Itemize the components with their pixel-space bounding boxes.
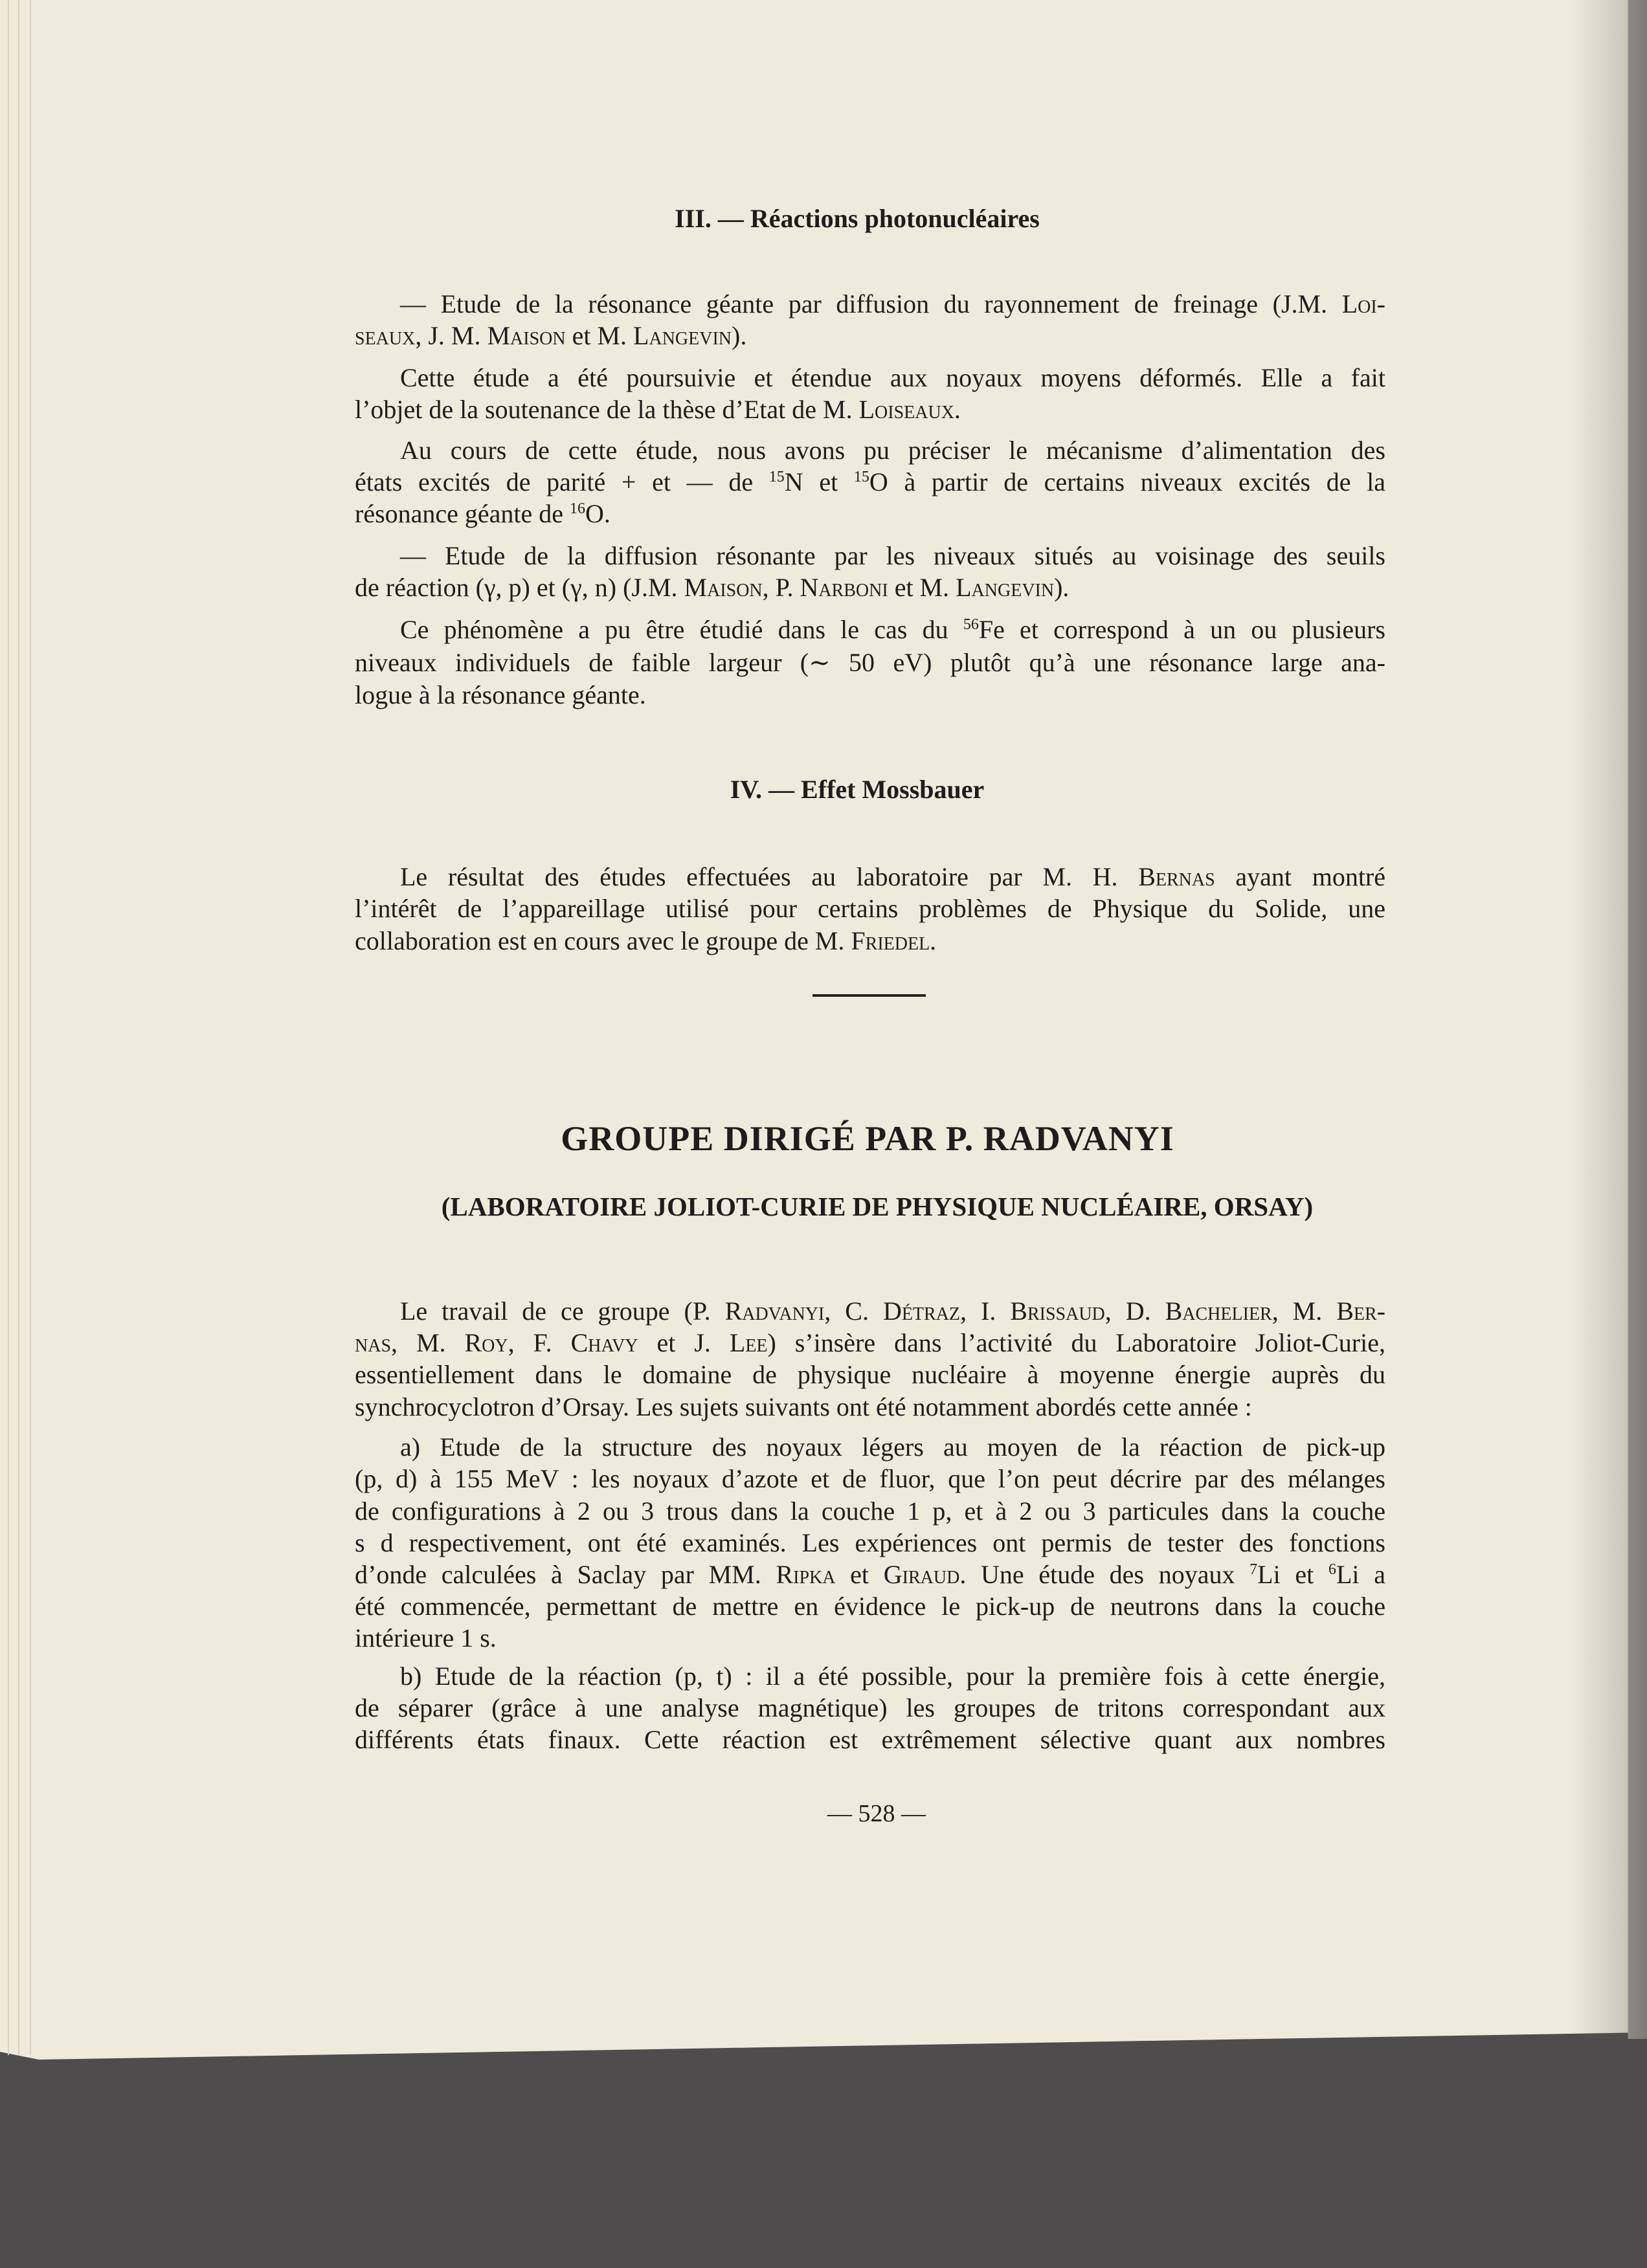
text-line — [355, 647, 1385, 678]
author-name: Détraz — [882, 1296, 961, 1326]
text-segment: Li a — [1336, 1560, 1386, 1589]
text-line — [355, 1623, 497, 1654]
page-edge — [18, 0, 19, 2055]
text-line — [355, 1693, 1385, 1724]
author-name: Langevin — [956, 573, 1055, 602]
text-segment: 56 — [963, 616, 979, 633]
text-segment: , P. — [762, 573, 800, 602]
author-name: Loiseaux — [858, 395, 954, 424]
text-line — [400, 1661, 1385, 1692]
text-segment: et M. — [888, 573, 956, 602]
author-name: Maison — [487, 321, 566, 350]
text-line — [355, 1528, 1385, 1559]
binding-shadow — [1569, 0, 1647, 2039]
text-segment: . Une étude des noyaux — [959, 1560, 1250, 1589]
author-name: Narboni — [800, 573, 888, 602]
text-segment: essentiellement dans le domaine de physique nucléaire à moyenne énergie auprès du — [355, 1360, 1385, 1389]
text-line — [355, 1724, 1385, 1755]
group-heading: GROUPE DIRIGÉ PAR P. RADVANYI — [561, 1119, 1174, 1158]
text-segment: intérieure 1 s. — [355, 1623, 497, 1652]
text-line — [355, 320, 746, 351]
author-name: seaux — [355, 321, 416, 350]
text-line — [355, 926, 936, 957]
author-name: Chavy — [570, 1328, 638, 1357]
text-segment: d’onde calculées à Saclay par MM. — [355, 1560, 776, 1589]
text-segment: 15 — [853, 469, 869, 485]
text-line — [355, 1591, 1385, 1622]
text-line — [400, 862, 1385, 893]
author-name: Langevin — [633, 321, 732, 350]
author-name: Radvanyi — [724, 1296, 825, 1326]
text-segment: — Etude de la diffusion résonante par les niveaux situés au voisinage des seuils — [400, 541, 1385, 570]
text-line — [355, 1359, 1385, 1390]
author-name: Loi- — [1341, 289, 1385, 318]
author-name: Ber- — [1336, 1296, 1385, 1326]
section-heading-mossbauer: IV. — Effet Mossbauer — [730, 775, 985, 804]
text-line — [355, 680, 646, 711]
text-segment: , F. — [508, 1328, 571, 1357]
text-line — [400, 540, 1385, 572]
lab-subheading: (LABORATOIRE JOLIOT-CURIE DE PHYSIQUE NUCLÉAIRE, ORSAY) — [441, 1192, 1314, 1221]
text-segment: ayant montré — [1215, 862, 1386, 891]
text-line — [355, 1559, 1385, 1590]
text-line — [400, 362, 1385, 394]
text-line — [400, 435, 1385, 466]
text-segment: l’objet de la soutenance de la thèse d’Etat de M. — [355, 395, 859, 424]
text-segment: (p, d) à 155 MeV : les noyaux d’azote et de fluor, que l’on peut décrire par des mélanges — [355, 1464, 1385, 1493]
text-segment: , J. M. — [415, 321, 487, 350]
author-name: Bernas — [1138, 862, 1215, 891]
text-segment: b) Etude de la réaction (p, t) : il a été possible, pour la première fois à cette énergie, — [400, 1662, 1385, 1691]
text-segment: 6 — [1328, 1561, 1336, 1578]
text-segment: et M. — [565, 321, 634, 350]
text-segment: résonance géante de — [355, 499, 570, 528]
page-edge — [30, 0, 31, 2055]
text-segment: états excités de parité + et — de — [355, 467, 769, 496]
text-segment: O à partir de certains niveaux excités de la — [869, 467, 1386, 496]
text-segment: logue à la résonance géante. — [355, 680, 646, 709]
text-segment: été commencée, permettant de mettre en évidence le pick-up de neutrons dans la couche — [355, 1592, 1385, 1621]
text-segment: et — [835, 1560, 884, 1589]
text-segment: de configurations à 2 ou 3 trous dans la couche 1 p, et à 2 ou 3 particules dans la couche — [355, 1496, 1385, 1526]
text-segment: N et — [784, 467, 854, 496]
text-segment: , D. — [1104, 1296, 1165, 1326]
text-segment: l’intérêt de l’appareillage utilisé pour certains problèmes de Physique du Solide, une — [355, 894, 1385, 923]
author-name: Lee — [729, 1328, 768, 1357]
author-name: Roy — [464, 1328, 508, 1357]
text-segment: de réaction (γ, p) et (γ, n) (J.M. — [355, 573, 684, 602]
text-line — [355, 893, 1385, 924]
text-segment: O. — [585, 499, 611, 528]
text-line — [355, 394, 961, 425]
section-heading-photonuclear: III. — Réactions photonucléaires — [675, 204, 1040, 233]
text-segment: Au cours de cette étude, nous avons pu préciser le mécanisme d’alimentation des — [400, 436, 1385, 465]
page-number: — 528 — — [827, 1800, 926, 1827]
text-line — [355, 498, 611, 529]
author-name: Bachelier — [1165, 1296, 1272, 1326]
text-segment: — Etude de la résonance géante par diffusion du rayonnement de freinage (J.M. — [400, 289, 1342, 318]
text-segment: , C. — [824, 1296, 883, 1326]
text-segment: niveaux individuels de faible largeur (∼ 50 eV) plutôt qu’à une résonance large ana- — [355, 648, 1385, 677]
text-segment: , I. — [960, 1296, 1011, 1326]
author-name: Giraud — [883, 1560, 960, 1589]
text-segment: Le résultat des études effectuées au laboratoire par M. H. — [400, 862, 1139, 891]
author-name: Maison — [684, 573, 763, 602]
text-segment: et J. — [638, 1328, 730, 1357]
text-line — [400, 614, 1385, 645]
text-line — [355, 1328, 1385, 1359]
text-line — [355, 467, 1385, 498]
page-edge — [8, 0, 9, 2055]
text-segment: Le travail de ce groupe (P. — [400, 1296, 725, 1326]
author-name: Ripka — [776, 1560, 836, 1589]
text-line — [400, 289, 1385, 320]
text-line — [400, 1296, 1385, 1327]
text-segment: ). — [732, 321, 747, 350]
author-name: nas — [355, 1328, 392, 1357]
text-segment: , M. — [391, 1328, 465, 1357]
text-line — [355, 1392, 1252, 1423]
text-segment: ) s’insère dans l’activité du Laboratoire Joliot-Curie, — [767, 1328, 1385, 1357]
text-line — [355, 1463, 1385, 1495]
text-segment: , M. — [1272, 1296, 1337, 1326]
text-segment: différents états finaux. Cette réaction est extrêmement sélective quant aux nombres — [355, 1725, 1385, 1754]
section-divider — [812, 994, 926, 997]
text-segment: a) Etude de la structure des noyaux légers au moyen de la réaction de pick-up — [400, 1432, 1385, 1462]
text-segment: 15 — [768, 469, 785, 485]
text-segment: 7 — [1249, 1561, 1258, 1578]
text-segment: Fe et correspond à un ou plusieurs — [978, 615, 1385, 644]
text-segment: s d respectivement, ont été examinés. Les expériences ont permis de tester des fonctions — [355, 1528, 1385, 1557]
text-segment: Li et — [1257, 1560, 1328, 1589]
text-segment: de séparer (grâce à une analyse magnétique) les groupes de tritons correspondant aux — [355, 1693, 1385, 1722]
text-segment: ). — [1054, 573, 1070, 602]
text-line — [355, 572, 1069, 603]
text-segment: . — [930, 926, 937, 955]
text-segment: collaboration est en cours avec le groupe de M. — [355, 926, 851, 955]
text-segment: 16 — [570, 500, 586, 517]
author-name: Friedel — [851, 926, 930, 955]
author-name: Brissaud — [1010, 1296, 1105, 1326]
text-segment: . — [954, 395, 961, 424]
text-line — [355, 1496, 1385, 1527]
text-segment: Ce phénomène a pu être étudié dans le cas du — [400, 615, 963, 644]
text-line — [400, 1432, 1385, 1463]
text-segment: synchrocyclotron d’Orsay. Les sujets suivants ont été notamment abordés cette année : — [355, 1392, 1252, 1421]
text-segment: Cette étude a été poursuivie et étendue aux noyaux moyens déformés. Elle a fait — [400, 363, 1385, 392]
